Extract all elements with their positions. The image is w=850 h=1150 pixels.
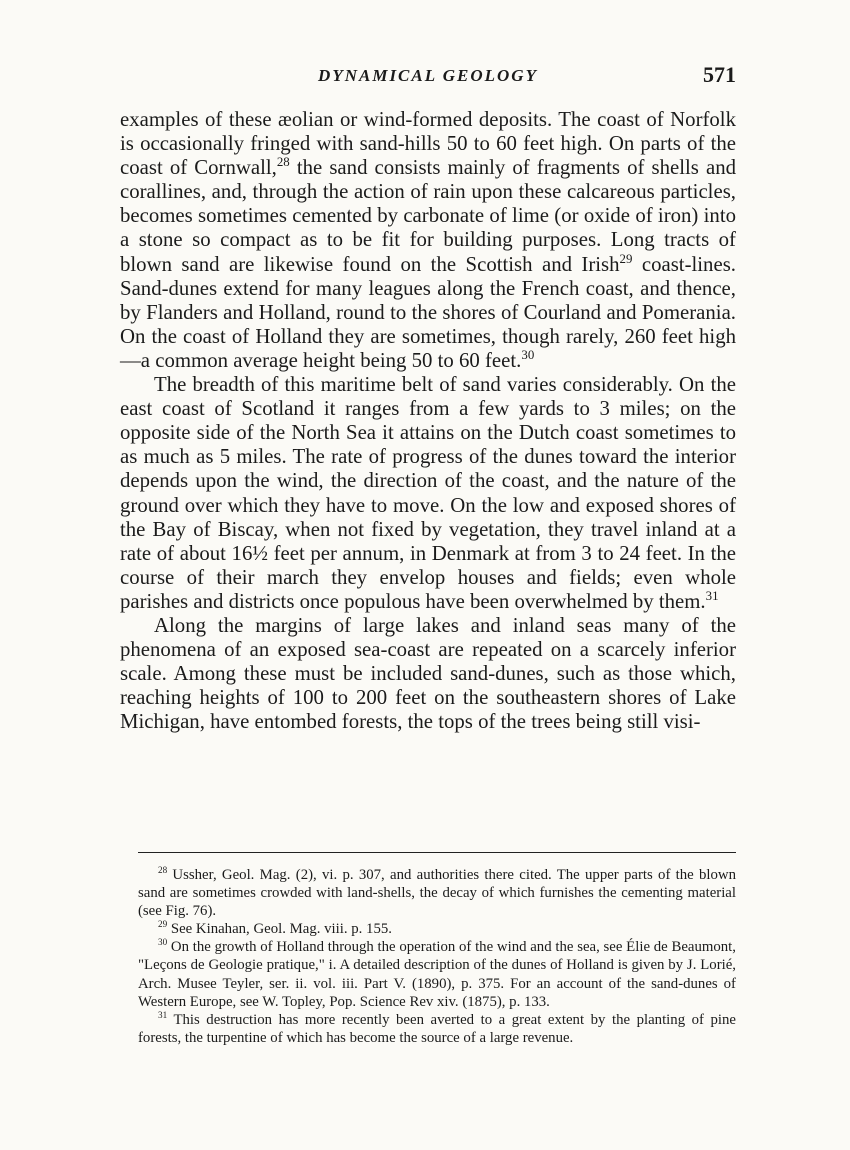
footnote-text: Ussher, Geol. Mag. (2), vi. p. 307, and authorities there cited. The upper parts of the blown sand are sometimes crowded with land-shells, the decay of which furnishes the cementing material (see Fig. 76). <box>138 867 736 920</box>
footnote <box>138 1011 736 1047</box>
body-text-run: the sand consists mainly of fragments of shells and corallines, and, through the action of rain upon these calcareous particles, becomes sometimes cemented by carbonate of lime (or oxide of iron) into a stone so compact as to be fit for building purposes. Long tracts of blown sand are likewise found on the Scottish and Irish <box>120 156 736 276</box>
body-paragraph <box>120 108 736 373</box>
page-number: 571 <box>703 62 736 87</box>
page-header <box>120 62 736 92</box>
footnote-number: 31 <box>158 1009 168 1020</box>
running-head: DYNAMICAL GEOLOGY <box>318 66 538 85</box>
footnote-reference: 30 <box>521 348 535 363</box>
footnote-reference: 31 <box>705 588 719 603</box>
footnotes <box>138 866 736 1047</box>
footnote-text: On the growth of Holland through the operation of the wind and the sea, see Élie de Beaumont, "Leçons de Geologie pratique," i. A detailed description of the dunes of Holland is given by J. Lorié, Arch. Musee Teyler, ser. ii. vol. iii. Part V. (1890), p. 375. For an account of the sand-dunes of Western Europe, see W. Topley, Pop. Science Rev xiv. (1875), p. 133. <box>138 939 736 1010</box>
footnote <box>138 938 736 1010</box>
body-text-run: examples of these æolian or wind-formed deposits. The coast of Norfolk is occasionally fringed with sand-hills 50 to 60 feet high. On parts of the coast of Cornwall, <box>120 108 736 180</box>
footnote-reference: 28 <box>276 155 290 170</box>
footnote-number: 30 <box>158 937 168 948</box>
body-text-run: The breadth of this maritime belt of sand varies considerably. On the east coast of Scotland it ranges from a few yards to 3 miles; on the opposite side of the North Sea it attains on the Dutch coast sometimes to as much as 5 miles. The rate of progress of the dunes toward the interior depends upon the wind, the direction of the coast, and the nature of the ground over which they have to move. On the low and exposed shores of the Bay of Biscay, when not fixed by vegetation, they travel inland at a rate of about 16½ feet per annum, in Denmark at from 3 to 24 feet. In the course of their march they envelop houses and fields; even whole parishes and districts once populous have been overwhelmed by them. <box>120 373 736 613</box>
footnote <box>138 866 736 920</box>
body-paragraph <box>120 614 736 734</box>
footnote-divider <box>138 852 736 853</box>
footnote-text: This destruction has more recently been averted to a great extent by the planting of pine forests, the turpentine of which has become the source of a large revenue. <box>138 1011 736 1046</box>
footnote <box>138 920 736 938</box>
body-text-run: coast-lines. Sand-dunes extend for many leagues along the French coast, and thence, by Flanders and Holland, round to the shores of Courland and Pomerania. On the coast of Holland they are sometimes, though rarely, 260 feet high—a common average height being 50 to 60 feet. <box>120 252 736 372</box>
body-text <box>120 108 736 734</box>
body-text-run: Along the margins of large lakes and inland seas many of the phenomena of an exposed sea-coast are repeated on a scarcely inferior scale. Among these must be included sand-dunes, such as those which, reaching heights of 100 to 200 feet on the southeastern shores of Lake Michigan, have entombed forests, the tops of the trees being still visi- <box>120 613 736 734</box>
footnote-number: 28 <box>158 865 168 876</box>
body-paragraph <box>120 373 736 614</box>
footnote-text: See Kinahan, Geol. Mag. viii. p. 155. <box>167 921 392 938</box>
footnote-number: 29 <box>158 919 168 930</box>
footnote-reference: 29 <box>619 251 633 266</box>
